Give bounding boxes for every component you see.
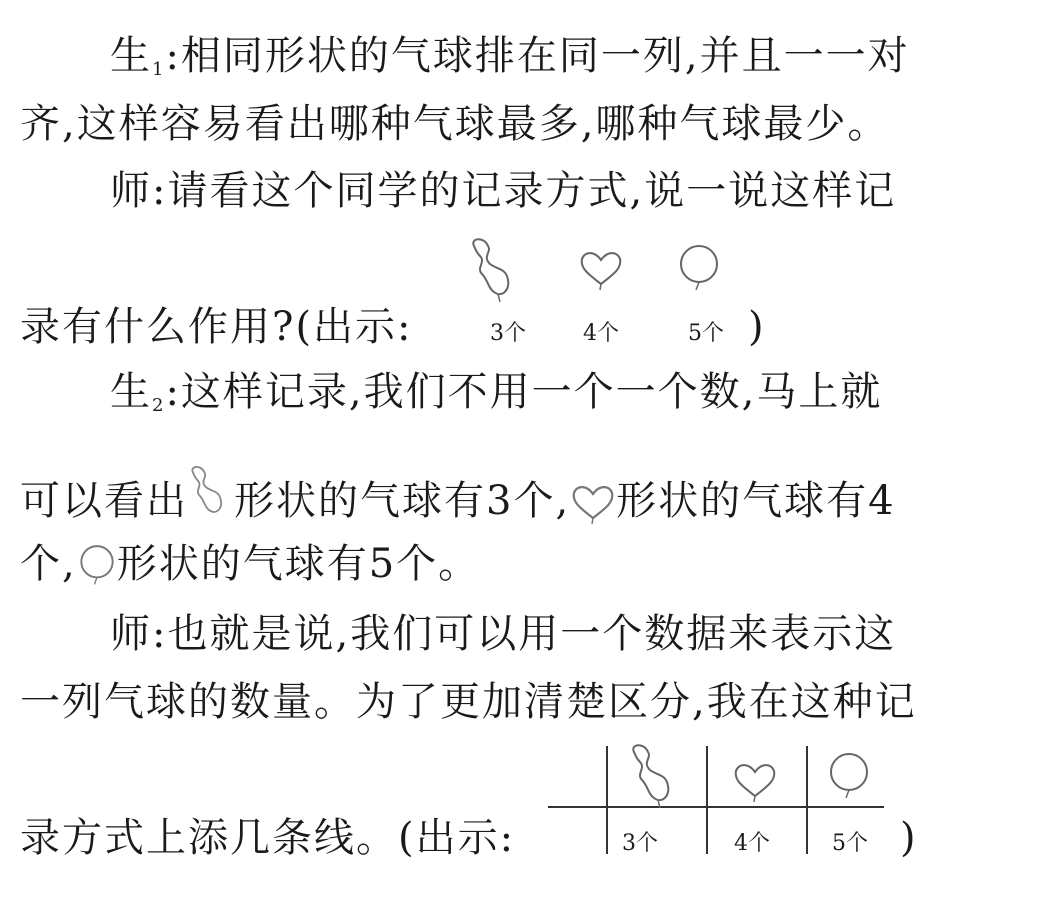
long-balloon-icon: [468, 238, 524, 304]
table-vertical-line: [706, 746, 708, 854]
long-balloon-icon: [188, 462, 234, 524]
paragraph-line: [110, 368, 882, 430]
heart-balloon-icon: [570, 482, 616, 526]
paragraph-line: 齐,这样容易看出哪种气球最多,哪种气球最少。: [20, 101, 890, 147]
count-label: 5个: [832, 831, 868, 856]
count-label: 4个: [583, 321, 619, 346]
count-label: 5个: [688, 321, 724, 346]
text: 形状的气球有4: [616, 478, 896, 524]
count-label: 4个: [734, 831, 770, 856]
speaker-label: 生: [110, 33, 152, 79]
text: :相同形状的气球排在同一列,并且一一对: [165, 33, 910, 79]
paragraph-line: 一列气球的数量。为了更加清楚区分,我在这种记: [20, 679, 917, 725]
speaker-label: 生: [110, 369, 152, 415]
paragraph-line: [20, 303, 413, 351]
count-label: 3个: [490, 321, 526, 346]
text: 录有什么作用?(出示:: [20, 304, 413, 350]
close-paren: ): [900, 815, 918, 861]
paragraph-line: [110, 32, 910, 94]
heart-balloon-icon: [732, 760, 778, 804]
round-balloon-icon: [676, 244, 722, 296]
text: 个,: [20, 541, 77, 587]
table-vertical-line: [806, 746, 808, 854]
table-horizontal-line: [548, 806, 884, 808]
text: 形状的气球有3个,: [234, 478, 571, 524]
table-vertical-line: [606, 746, 608, 854]
paragraph-line: [20, 540, 480, 591]
speaker-index: 2: [152, 395, 166, 416]
count-label: 3个: [622, 831, 658, 856]
round-balloon-icon: [77, 543, 117, 591]
close-paren: ): [748, 304, 766, 350]
speaker-index: 1: [152, 59, 166, 80]
paragraph-line: [20, 462, 896, 526]
long-balloon-icon: [628, 744, 684, 810]
text: 可以看出: [20, 478, 188, 524]
text: :这样记录,我们不用一个一个数,马上就: [165, 369, 883, 415]
paragraph-line: 录方式上添几条线。(出示:: [20, 815, 516, 861]
paragraph-line: 师:也就是说,我们可以用一个数据来表示这: [110, 611, 897, 657]
heart-balloon-icon: [578, 248, 624, 292]
text: 形状的气球有5个。: [116, 541, 481, 587]
paragraph-line: 师:请看这个同学的记录方式,说一说这样记: [110, 168, 897, 214]
round-balloon-icon: [826, 752, 872, 804]
